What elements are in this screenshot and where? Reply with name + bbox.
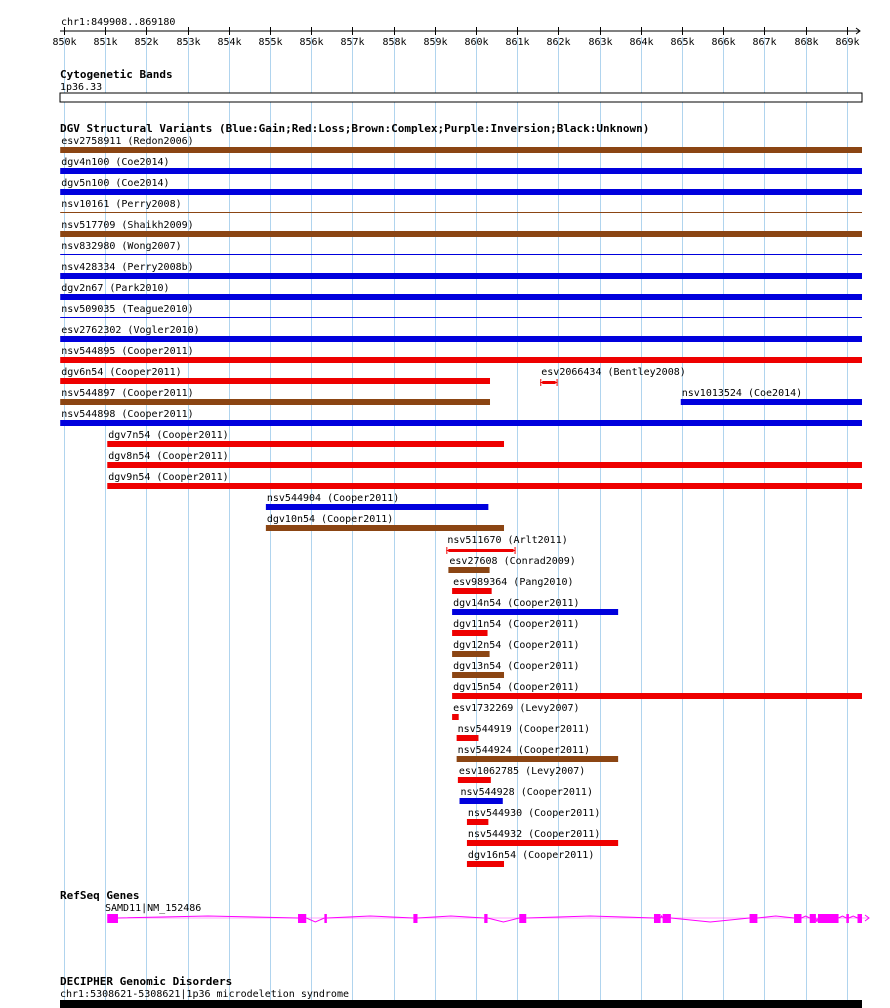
dgv-feature[interactable] xyxy=(60,241,862,255)
gene-exon[interactable] xyxy=(324,914,326,923)
ruler-tick-label: 868k xyxy=(794,37,819,48)
gene-exon[interactable] xyxy=(818,914,839,923)
ruler-tick-label: 863k xyxy=(588,37,613,48)
cytoband-label: 1p36.33 xyxy=(60,82,103,93)
dgv-feature-bar[interactable] xyxy=(458,777,491,783)
gene-exon[interactable] xyxy=(519,914,526,923)
dgv-feature-label[interactable]: dgv14n54 (Cooper2011) xyxy=(453,598,580,609)
dgv-feature-bar[interactable] xyxy=(60,336,862,342)
dgv-feature-label[interactable]: dgv15n54 (Cooper2011) xyxy=(453,682,580,693)
dgv-feature[interactable] xyxy=(60,262,862,279)
dgv-track xyxy=(60,122,862,867)
gene-model[interactable] xyxy=(107,914,869,923)
dgv-feature-label[interactable]: esv1732269 (Levy2007) xyxy=(453,703,580,714)
dgv-feature-label[interactable]: dgv12n54 (Cooper2011) xyxy=(453,640,580,651)
dgv-feature-bar[interactable] xyxy=(266,525,504,531)
dgv-feature[interactable] xyxy=(452,682,862,699)
dgv-feature-label[interactable]: dgv11n54 (Cooper2011) xyxy=(453,619,580,630)
dgv-feature[interactable] xyxy=(457,745,619,762)
gene-exon[interactable] xyxy=(794,914,801,923)
gene-exon[interactable] xyxy=(298,914,306,923)
dgv-feature[interactable] xyxy=(60,220,862,237)
cytoband-track xyxy=(60,68,862,102)
dgv-feature-label[interactable]: dgv9n54 (Cooper2011) xyxy=(108,472,229,483)
ruler-tick-label: 850k xyxy=(52,37,77,48)
ruler-tick-label: 867k xyxy=(752,37,777,48)
dgv-feature[interactable] xyxy=(60,178,862,195)
dgv-feature-label[interactable]: dgv6n54 (Cooper2011) xyxy=(61,367,182,378)
dgv-feature-bar[interactable] xyxy=(107,483,862,489)
ruler-tick-label: 854k xyxy=(217,37,242,48)
dgv-feature-label[interactable]: esv2066434 (Bentley2008) xyxy=(541,367,686,378)
dgv-feature-bar[interactable] xyxy=(60,147,862,153)
dgv-feature-core[interactable] xyxy=(542,381,555,384)
dgv-feature-bar[interactable] xyxy=(452,588,492,594)
ruler-tick-label: 866k xyxy=(711,37,736,48)
dgv-feature[interactable] xyxy=(60,388,490,405)
dgv-feature-bar[interactable] xyxy=(107,441,504,447)
dgv-feature-label[interactable]: dgv7n54 (Cooper2011) xyxy=(108,430,229,441)
region-label: chr1:849908..869180 xyxy=(61,17,176,28)
dgv-feature-bar[interactable] xyxy=(452,672,504,678)
dgv-feature-bar[interactable] xyxy=(452,651,489,657)
dgv-feature-label[interactable]: dgv16n54 (Cooper2011) xyxy=(467,850,595,861)
dgv-feature-bar[interactable] xyxy=(452,714,459,720)
dgv-feature-label[interactable]: dgv8n54 (Cooper2011) xyxy=(108,451,229,462)
dgv-feature-bar[interactable] xyxy=(60,378,490,384)
ruler-tick-label: 858k xyxy=(382,37,407,48)
dgv-feature-label[interactable]: nsv544928 (Cooper2011) xyxy=(460,787,593,798)
refseq-track-title: RefSeq Genes xyxy=(60,889,140,902)
dgv-feature-label[interactable]: nsv544919 (Cooper2011) xyxy=(457,724,591,735)
ruler-ticks xyxy=(52,27,859,48)
dgv-feature[interactable] xyxy=(452,598,618,615)
gene-exon[interactable] xyxy=(107,914,118,923)
ruler-tick-label: 865k xyxy=(670,37,695,48)
decipher-feature-label[interactable]: chr1:5308621-5308621|1p36 microdeletion syndrome xyxy=(60,989,349,1000)
dgv-feature[interactable] xyxy=(457,724,590,741)
dgv-feature[interactable] xyxy=(60,346,862,363)
dgv-feature[interactable] xyxy=(60,199,862,213)
gene-exon[interactable] xyxy=(846,914,848,923)
dgv-feature-label[interactable]: dgv13n54 (Cooper2011) xyxy=(453,661,580,672)
gene-exon[interactable] xyxy=(484,914,487,923)
gene-label[interactable]: SAMD11|NM_152486 xyxy=(105,903,202,914)
dgv-feature-bar[interactable] xyxy=(60,189,862,195)
dgv-feature-bar[interactable] xyxy=(457,756,619,762)
gene-exon[interactable] xyxy=(413,914,417,923)
ruler-tick-label: 862k xyxy=(546,37,571,48)
ruler-tick-label: 857k xyxy=(340,37,365,48)
dgv-feature-label[interactable]: nsv544904 (Cooper2011) xyxy=(266,493,400,504)
dgv-feature-bar[interactable] xyxy=(467,819,488,825)
ruler-tick-label: 869k xyxy=(835,37,860,48)
ruler xyxy=(52,17,860,48)
dgv-feature-bar[interactable] xyxy=(60,294,862,300)
gene-exon[interactable] xyxy=(750,914,758,923)
dgv-feature-bar[interactable] xyxy=(60,357,862,363)
dgv-feature[interactable] xyxy=(266,514,504,531)
dgv-feature[interactable] xyxy=(448,556,575,573)
dgv-feature[interactable] xyxy=(107,430,504,447)
dgv-feature[interactable] xyxy=(467,808,600,825)
dgv-feature-label[interactable]: nsv544932 (Cooper2011) xyxy=(467,829,601,840)
dgv-feature-label[interactable]: nsv544930 (Cooper2011) xyxy=(467,808,601,819)
ruler-tick-label: 860k xyxy=(464,37,489,48)
dgv-feature[interactable] xyxy=(60,367,490,384)
gene-exon[interactable] xyxy=(654,914,661,923)
dgv-feature-label[interactable]: esv2758911 (Redon2006) xyxy=(61,136,194,147)
dgv-feature[interactable] xyxy=(460,787,593,804)
dgv-feature-label[interactable]: nsv511670 (Arlt2011) xyxy=(447,535,568,546)
dgv-feature-bar[interactable] xyxy=(460,798,503,804)
dgv-feature[interactable] xyxy=(452,619,579,636)
dgv-feature-label[interactable]: nsv832980 (Wong2007) xyxy=(61,241,182,252)
dgv-feature[interactable] xyxy=(540,367,686,386)
dgv-feature-bar[interactable] xyxy=(60,231,862,237)
ruler-tick-label: 852k xyxy=(134,37,159,48)
dgv-feature[interactable] xyxy=(446,535,567,554)
dgv-feature-bar[interactable] xyxy=(448,567,489,573)
dgv-feature[interactable] xyxy=(467,829,618,846)
ruler-tick-label: 851k xyxy=(93,37,118,48)
dgv-feature-bar[interactable] xyxy=(60,212,862,213)
dgv-feature-core[interactable] xyxy=(448,549,513,552)
dgv-feature-bar[interactable] xyxy=(60,254,862,255)
dgv-feature[interactable] xyxy=(60,409,862,426)
cytoband-track-title: Cytogenetic Bands xyxy=(60,68,173,81)
dgv-track-title: DGV Structural Variants (Blue:Gain;Red:Loss;Brown:Complex;Purple:Inversion;Black:Unknown) xyxy=(60,122,650,135)
dgv-feature-bar[interactable] xyxy=(266,504,488,510)
ruler-tick-label: 861k xyxy=(505,37,530,48)
gene-exon[interactable] xyxy=(663,914,671,923)
dgv-feature-bar[interactable] xyxy=(60,420,862,426)
dgv-feature-label[interactable]: esv27608 (Conrad2009) xyxy=(449,556,576,567)
dgv-feature-bar[interactable] xyxy=(467,840,618,846)
dgv-feature-label[interactable]: esv989364 (Pang2010) xyxy=(453,577,574,588)
dgv-feature-bar[interactable] xyxy=(60,399,490,405)
ruler-gridlines xyxy=(65,37,848,1000)
ruler-tick-label: 859k xyxy=(423,37,448,48)
dgv-feature-bar[interactable] xyxy=(107,462,862,468)
dgv-feature-label[interactable]: dgv2n67 (Park2010) xyxy=(61,283,170,294)
ruler-tick-label: 864k xyxy=(629,37,654,48)
dgv-feature-bar[interactable] xyxy=(60,273,862,279)
dgv-feature-label[interactable]: dgv5n100 (Coe2014) xyxy=(61,178,170,189)
dgv-feature-label[interactable]: dgv10n54 (Cooper2011) xyxy=(266,514,394,525)
dgv-feature-label[interactable]: dgv4n100 (Coe2014) xyxy=(61,157,170,168)
dgv-feature-label[interactable]: nsv544924 (Cooper2011) xyxy=(457,745,591,756)
dgv-feature[interactable] xyxy=(452,661,579,678)
gene-exon[interactable] xyxy=(858,914,862,923)
dgv-feature-label[interactable]: nsv544898 (Cooper2011) xyxy=(61,409,194,420)
dgv-feature-bar[interactable] xyxy=(452,693,862,699)
dgv-feature[interactable] xyxy=(681,388,862,405)
dgv-feature[interactable] xyxy=(458,766,585,783)
dgv-feature-label[interactable]: esv2762302 (Vogler2010) xyxy=(61,325,200,336)
dgv-feature-bar[interactable] xyxy=(681,399,862,405)
ruler-tick-label: 856k xyxy=(299,37,324,48)
dgv-feature-bar[interactable] xyxy=(60,317,862,318)
dgv-feature[interactable] xyxy=(60,325,862,342)
dgv-feature[interactable] xyxy=(60,157,862,174)
dgv-feature[interactable] xyxy=(467,850,594,867)
dgv-features xyxy=(60,136,862,867)
dgv-feature-label[interactable]: nsv509035 (Teague2010) xyxy=(61,304,194,315)
dgv-feature-label[interactable]: nsv517709 (Shaikh2009) xyxy=(61,220,194,231)
dgv-feature[interactable] xyxy=(60,283,862,300)
decipher-feature-bar[interactable] xyxy=(60,1000,862,1008)
dgv-feature[interactable] xyxy=(452,703,579,720)
dgv-feature-label[interactable]: nsv428334 (Perry2008b) xyxy=(61,262,194,273)
decipher-track-title: DECIPHER Genomic Disorders xyxy=(60,975,233,988)
dgv-feature[interactable] xyxy=(452,577,573,594)
dgv-feature-bar[interactable] xyxy=(60,168,862,174)
dgv-feature[interactable] xyxy=(266,493,488,510)
dgv-feature-bar[interactable] xyxy=(452,630,487,636)
dgv-feature-bar[interactable] xyxy=(452,609,618,615)
dgv-feature-label[interactable]: nsv544897 (Cooper2011) xyxy=(61,388,194,399)
dgv-feature-bar[interactable] xyxy=(467,861,504,867)
dgv-feature-label[interactable]: nsv1013524 (Coe2014) xyxy=(681,388,803,399)
dgv-feature[interactable] xyxy=(60,136,862,153)
dgv-feature[interactable] xyxy=(107,472,862,489)
dgv-feature-label[interactable]: esv1062785 (Levy2007) xyxy=(458,766,586,777)
dgv-feature[interactable] xyxy=(452,640,579,657)
ruler-tick-label: 853k xyxy=(176,37,201,48)
gene-intron-line xyxy=(118,916,858,922)
cytoband-bar[interactable] xyxy=(60,93,862,102)
gene-exon[interactable] xyxy=(810,914,816,923)
dgv-feature[interactable] xyxy=(107,451,862,468)
refseq-track xyxy=(60,889,869,923)
dgv-feature-label[interactable]: nsv544895 (Cooper2011) xyxy=(61,346,194,357)
ruler-tick-label: 855k xyxy=(258,37,283,48)
dgv-feature-bar[interactable] xyxy=(457,735,479,741)
decipher-track xyxy=(60,975,862,1008)
dgv-feature[interactable] xyxy=(60,304,862,318)
dgv-feature-label[interactable]: nsv10161 (Perry2008) xyxy=(61,199,182,210)
